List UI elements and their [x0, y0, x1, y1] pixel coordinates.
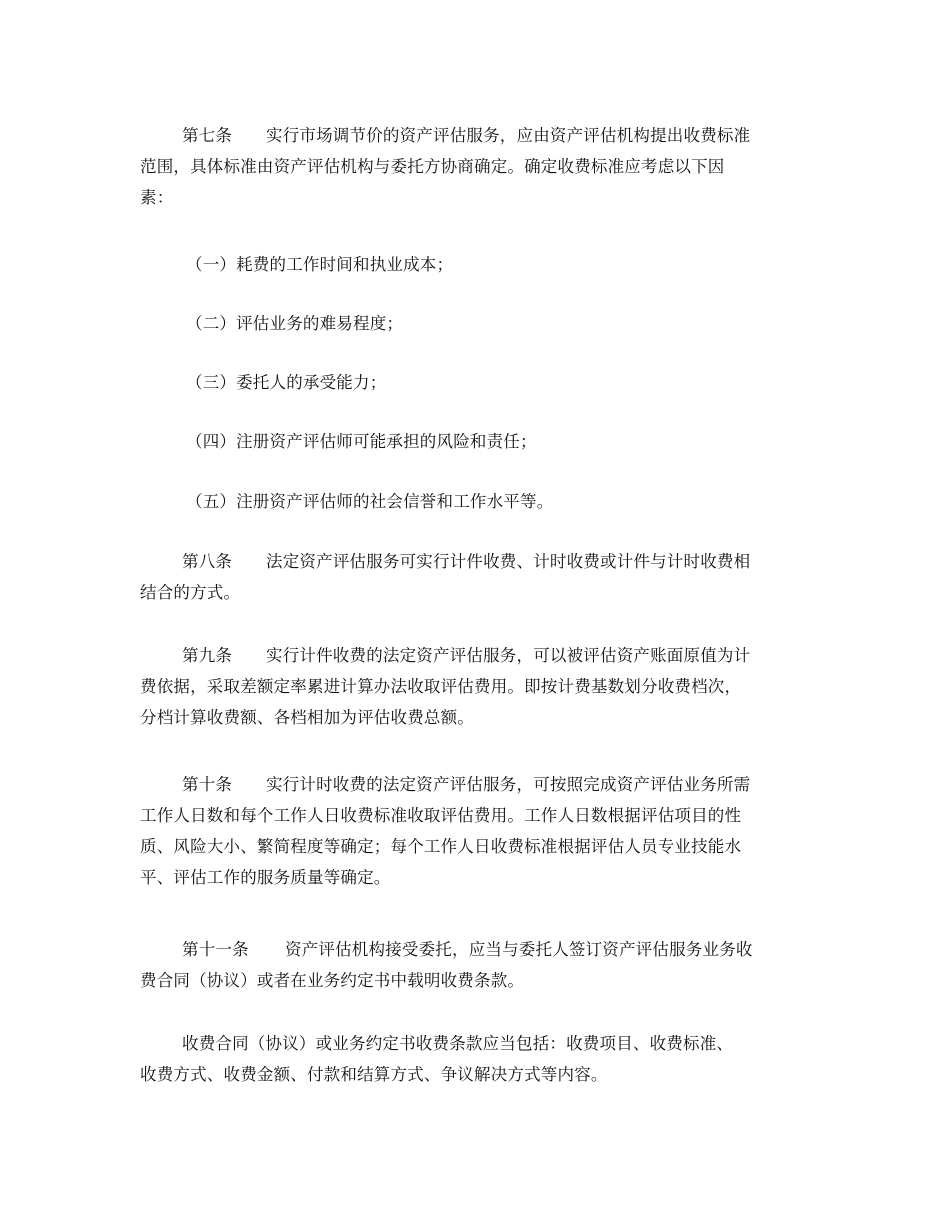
factor-item-1: （一）耗费的工作时间和执业成本；	[186, 255, 454, 274]
article-9-line-1: 实行计件收费的法定资产评估服务，可以被评估资产账面原值为计	[266, 646, 751, 665]
contract-clause-paragraph	[140, 1028, 780, 1090]
article-9	[140, 640, 780, 733]
article-11-line-2: 费合同（协议）或者在业务约定书中载明收费条款。	[140, 971, 525, 990]
factor-item-2: （二）评估业务的难易程度；	[186, 314, 404, 333]
article-11	[140, 934, 780, 996]
article-9-line-3: 分档计算收费额、各档相加为评估收费总额。	[140, 708, 474, 727]
article-11-line-1: 资产评估机构接受委托，应当与委托人签订资产评估服务业务收	[285, 940, 753, 959]
factor-item-4: （四）注册资产评估师可能承担的风险和责任；	[186, 432, 537, 451]
article-7-heading: 第七条	[182, 126, 233, 145]
article-7	[140, 120, 780, 213]
article-8	[140, 546, 780, 608]
article-7-line-2: 范围，具体标准由资产评估机构与委托方协商确定。确定收费标准应考虑以下因	[140, 157, 725, 176]
article-7-line-3: 素：	[140, 188, 174, 207]
article-10-line-2: 工作人日数和每个工作人日收费标准收取评估费用。工作人日数根据评估项目的性	[140, 806, 742, 825]
article-10-line-3: 质、风险大小、繁简程度等确定；每个工作人日收费标准根据评估人员专业技能水	[140, 837, 742, 856]
factor-item-3: （三）委托人的承受能力；	[186, 373, 387, 392]
article-11-heading: 第十一条	[182, 940, 249, 959]
article-10-line-4: 平、评估工作的服务质量等确定。	[140, 868, 391, 887]
article-8-line-1: 法定资产评估服务可实行计件收费、计时收费或计件与计时收费相	[266, 552, 751, 571]
contract-clause-line-2: 收费方式、收费金额、付款和结算方式、争议解决方式等内容。	[140, 1065, 608, 1084]
article-8-heading: 第八条	[182, 552, 233, 571]
article-10-line-1: 实行计时收费的法定资产评估服务，可按照完成资产评估业务所需	[266, 775, 751, 794]
article-10-heading: 第十条	[182, 775, 233, 794]
article-9-heading: 第九条	[182, 646, 233, 665]
contract-clause-line-1: 收费合同（协议）或业务约定书收费条款应当包括：收费项目、收费标准、	[182, 1034, 734, 1053]
article-7-line-1: 实行市场调节价的资产评估服务，应由资产评估机构提出收费标准	[266, 126, 751, 145]
article-8-line-2: 结合的方式。	[140, 583, 241, 602]
factor-item-5: （五）注册资产评估师的社会信誉和工作水平等。	[186, 492, 554, 511]
article-9-line-2: 费依据，采取差额定率累进计算办法收取评估费用。即按计费基数划分收费档次，	[140, 677, 742, 696]
article-10	[140, 769, 780, 893]
